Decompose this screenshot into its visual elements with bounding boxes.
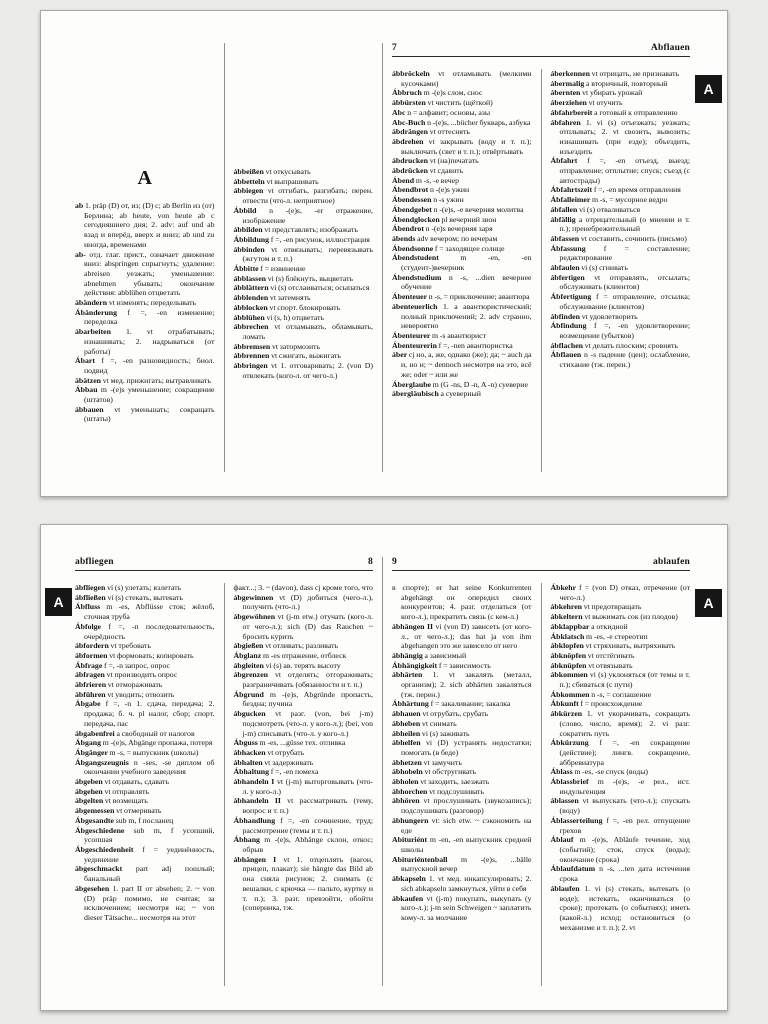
dictionary-entry: ábbürsten vt чистить (щёткой) xyxy=(392,98,493,108)
dictionary-entry: ábhören vt прослушивать (звукозапись); подслушивать (разговор) xyxy=(392,796,532,816)
dictionary-entry: ábhängen II vi (von D) зависеть (от кого-л., от чего-л.); das hat ja von ihm abgehangen это же зависело от него xyxy=(392,621,532,651)
dictionary-entry: ábblocken vt спорт. блокировать xyxy=(233,302,341,312)
dictionary-entry: ábfordern vt требовать xyxy=(75,641,151,651)
dictionary-entry: Áblaufdatum n -s, ...ten дата истечения срока xyxy=(550,864,690,884)
thumb-tab-letter-a: A xyxy=(695,75,722,103)
page-header xyxy=(392,557,690,571)
page-right-7 xyxy=(382,43,690,472)
dictionary-entry: Áblauf m -(e)s, Abläufe течение, ход (событий); сток, спуск (воды); окончание (срока) xyxy=(550,835,690,864)
dictionary-entry: ábfahrbereit a готовый к отправлению xyxy=(550,107,678,117)
dictionary-entry: Ábgänger m -s, = выпускник (школы) xyxy=(75,747,199,757)
dictionary-entry: Ábbau m -(e)s уменьшение; сокращение (штатов) xyxy=(75,385,215,405)
dictionary-entry: Ábhandlung f =, -en сочинение, труд; рассмотрение (темы и т. п.) xyxy=(233,815,373,835)
page-right-9 xyxy=(382,557,690,986)
dictionary-entry: ábbauen vt уменьшать; сокращать (штаты) xyxy=(75,404,215,424)
dictionary-entry: ábhandeln I vt (j-m) выторговывать (что-л. у кого-л.) xyxy=(233,777,373,796)
dictionary-entry: ábfliegen vi (s) улетать; взлетать xyxy=(75,583,182,592)
dictionary-entry: Ábgang m -(e)s, Abgänge пропажа, потеря xyxy=(75,738,213,748)
dictionary-entry: ábermalig a вторичный, повторный xyxy=(550,78,668,88)
dictionary-entry: ábenteuerlich 1. a авантюристический; полный приключений; 2. adv странно, невероятно xyxy=(392,301,532,331)
dictionary-entry: ábbinden vt отвязывать; перевязывать (жгутом и т. п.) xyxy=(233,244,373,264)
dictionary-entry: Ábbruch m -(e)s слом, снос xyxy=(392,88,483,98)
dictionary-entry: ábklappbar a откидной xyxy=(550,621,628,631)
column xyxy=(224,43,374,472)
dictionary-entry: ábholen vt заходить, заезжать xyxy=(392,777,490,787)
dictionary-entry: ábgehen vt отправлять xyxy=(75,786,150,796)
thumb-tab-letter-a: A xyxy=(45,588,72,616)
dictionary-entry: Ábfahrt f =, -en отъезд, выезд; отправление; отплытие; спуск; съезд (с автострады) xyxy=(550,156,690,185)
dictionary-entry: ábblenden vt затемнять xyxy=(233,293,311,303)
dictionary-entry: Ábfahrtszeit f =, -en время отправления xyxy=(550,185,681,195)
dictionary-entry: Ábgangszeugnis n -ses, -se диплом об окончании учебного заведения xyxy=(75,757,215,777)
column xyxy=(75,43,215,472)
dictionary-entry: ábgabenfrei a свободный от налогов xyxy=(75,728,195,738)
dictionary-entry: ábblassen vi (s) блёкнуть, выцветать xyxy=(233,273,354,283)
dictionary-entry: Ábendgebet n -(e)s, -e вечерняя молитва xyxy=(392,204,524,214)
dictionary-entry: ábhängig a зависимый xyxy=(392,650,467,660)
dictionary-entry: ábgesehen 1. part II от absehen; 2. ~ von (D) präp помимо, не считая; за исключением; несмотря на; ~ von dieser Tätsache... несмотря на этот xyxy=(75,883,215,922)
dictionary-spread-top xyxy=(40,10,728,497)
running-head: Abflauen xyxy=(650,43,690,53)
dictionary-entry: áberkennen vt отрицать, не признавать xyxy=(550,69,680,78)
dictionary-entry: ábhalten vt задерживать xyxy=(233,757,314,767)
dictionary-entry: ábblättern vi (s) отслаиваться; осыпаться xyxy=(233,283,370,293)
running-head: ablaufen xyxy=(653,557,690,567)
dictionary-entry: ábführen vt уводить; отвозить xyxy=(75,689,175,699)
dictionary-entry: ábbremsen vt затормозить xyxy=(233,341,321,351)
dictionary-entry: Ábfassung f = составление; редактирование xyxy=(550,243,690,263)
dictionary-entry: ábhacken vt отрубать xyxy=(233,747,305,757)
dictionary-entry: ábätzen vt мед. прижигать; вытравливать xyxy=(75,375,211,385)
dictionary-entry: ábgleiten vi (s) ав. терять высоту xyxy=(233,660,341,670)
dictionary-entry: Ábhaltung f =, -en помеха xyxy=(233,767,319,777)
dictionary-entry: Ábenteuer n -s, = приключение; авантюра xyxy=(392,292,530,302)
dictionary-entry: ábgemessen vt отмеривать xyxy=(75,806,162,816)
dictionary-entry: Ábhängigkeit f = зависимость xyxy=(392,660,491,670)
dictionary-entry: ábblühen vi (s, h) отцветать xyxy=(233,312,325,322)
dictionary-entry: ábkommen vi (s) уклоняться (от темы и т. п.); сбиваться (с пути) xyxy=(550,670,690,690)
dictionary-entry: Abituriént m -en, -en выпускник средней школы xyxy=(392,835,532,854)
dictionary-entry: ábfinden vt удовлетворить xyxy=(550,311,638,321)
column xyxy=(75,583,215,986)
dictionary-entry: Ábgabe f =, -n 1. сдача, передача; 2. продажа; б. ч. pl налог, сбор; спорт. передача, пас xyxy=(75,699,215,728)
dictionary-entry: ábgrenzen vt отделять; отгораживать; разграничивать (обязанности и т. п.) xyxy=(233,670,373,690)
dictionary-entry: Ábendrot n -(e)s вечерняя заря xyxy=(392,224,493,234)
dictionary-entry: Ábänderung f =, -en изменение; переделка xyxy=(75,307,215,327)
dictionary-entry: ábgießen vt отливать; разливать xyxy=(233,641,339,651)
page-header xyxy=(75,557,373,571)
dictionary-entry: ábgewinnen vt (D) добиться (чего-л.), получить (что-л.) xyxy=(233,592,373,612)
dictionary-entry: ábbeißen vt откусывать xyxy=(233,167,311,176)
dictionary-entry: ábbringen vt 1. отговаривать; 2. (von D) отвлекать (кого-л. от чего-л.) xyxy=(233,361,373,380)
dictionary-entry: ábbrechen vt отламывать, обламывать, ломать xyxy=(233,322,373,341)
dictionary-entry: ábbröckeln vt отламывать (мелкими кусочками) xyxy=(392,69,532,88)
dictionary-entry: ábhetzen vt замучить xyxy=(392,757,462,767)
dictionary-entry: ábkaufen vt (j-m) покупать, выкупать (у кого-л.); j-m sein Schweigen ~ заплатить кому-л. за молчание xyxy=(392,893,532,922)
dictionary-entry: Ábbild n -(e)s, -er отражение, изображение xyxy=(233,205,373,225)
dictionary-entry: Ábklatsch m -es, -e стереотип xyxy=(550,631,648,641)
dictionary-entry: ábbilden vt представлять; изображать xyxy=(233,225,358,235)
dictionary-entry: ábkeltern vt выжимать сок (из плодов) xyxy=(550,612,678,622)
dictionary-entry: ábergläubisch a суеверный xyxy=(392,389,481,399)
dictionary-entry: ábfrieren vt отмораживать xyxy=(75,680,163,690)
dictionary-entry: Ábfrage f =, -n запрос, опрос xyxy=(75,660,170,670)
column xyxy=(541,583,691,986)
thumb-tab-letter-a: A xyxy=(695,589,722,617)
dictionary-entry: ábfließen vi (s) стекать, вытекать xyxy=(75,592,183,602)
dictionary-entry: ábgelten vt возмещать xyxy=(75,796,148,806)
dictionary-entry: Ábbitte f = извинение xyxy=(233,264,306,274)
dictionary-entry: ábheilen vi (s) заживать xyxy=(392,728,470,738)
dictionary-entry: Ábendessen n -s ужин xyxy=(392,195,464,205)
dictionary-entry: Ábguss m -es, ...güsse тех. отливка xyxy=(233,738,346,748)
dictionary-entry: Ábendglocken pl вечерний звон xyxy=(392,214,497,224)
dictionary-entry: Ábhärtung f = закаливание; закалка xyxy=(392,699,511,709)
page-left-8 xyxy=(75,557,373,986)
dictionary-entry: ábflachen vt делать плоским; сровнять xyxy=(550,340,678,350)
column xyxy=(392,69,532,472)
dictionary-entry: ábfahren 1. vi (s) отъезжать; уезжать; отплывать; 2. vt свозить, вывозить; изнашивать (при езде); объездить, изъездить xyxy=(550,117,690,156)
dictionary-entry: ab 1. präp (D) от, из; (D) с; ab Berlin из (от) Берлина; ab heute, von heute ab с сегодняшнего дня; 2. adv: auf und ab взад и вперёд, вверх и вниз; ab und zu иногда, временами xyxy=(75,201,215,249)
column xyxy=(224,583,374,986)
dictionary-entry: ábhungern vt: sich etw. ~ сэкономить на еде xyxy=(392,815,532,835)
dictionary-entry: Ábgrund m -(e)s, Abgründe пропасть, бездна; пучина xyxy=(233,689,373,709)
dictionary-entry: ábends adv вечером; по вечерам xyxy=(392,233,498,243)
dictionary-entry: Ábflauen n -s падение (цен); ослабление, стихание (тж. перен.) xyxy=(550,350,690,370)
dictionary-entry: ábhobeln vt обстругивать xyxy=(392,767,477,777)
dictionary-entry: Ábkommen n -s, = соглашение xyxy=(550,689,652,699)
running-head: abfliegen xyxy=(75,557,114,567)
dictionary-entry: Abc-Buch n -(e)s, ...bücher букварь, азбука xyxy=(392,117,531,127)
dictionary-entry: Ábfertigung f = отправление, отсылка; обслуживание (клиентов) xyxy=(550,292,690,311)
dictionary-entry: Abc n = алфавит; основы, азы xyxy=(392,107,491,117)
dictionary-entry: ábkürzen 1. vt укорачивать, сокращать (слово, число, время); 2. vi разг. сократить путь xyxy=(550,709,690,738)
dictionary-entry: ábknüpfen vt отвязывать xyxy=(550,660,633,670)
dictionary-entry: Ábend m -s, -e вечер xyxy=(392,175,459,185)
dictionary-entry: ab- отд. глаг. прист., означает движение вниз: abspringen спрыгнуть; удаление: abreisen уезжать; уменьшение: abnehmen убывать; окончание действия: abblühen отцветать xyxy=(75,249,215,298)
dictionary-entry: ábhorchen vt подслушивать xyxy=(392,786,484,796)
dictionary-entry: ábgeschmackt part adj пошлый; банальный xyxy=(75,864,215,884)
dictionary-entry: ábfertigen vt отправлять, отсылать; обслуживать (клиентов) xyxy=(550,272,690,292)
page-number: 9 xyxy=(392,557,397,567)
dictionary-entry: Ábendsonne f = заходящее солнце xyxy=(392,243,505,253)
dictionary-entry: ábfragen vt производить опрос xyxy=(75,670,178,680)
dictionary-entry: ábdrehen vt закрывать (воду и т. п.); выключать (свет и т. п.); отвёртывать xyxy=(392,136,532,156)
dictionary-entry: Ábendstudium n -s, ...dien вечернее обучение xyxy=(392,272,532,292)
dictionary-entry: ábdrücken vt сдавить xyxy=(392,166,464,176)
dictionary-entry: Ábglanz m -es отражение, отблеск xyxy=(233,650,347,660)
dictionary-entry: Ábenteurerin f =, -nen авантюристка xyxy=(392,340,513,350)
dictionary-entry: ábkehren vt предотвращать xyxy=(550,602,642,612)
dictionary-entry: ábdrängen vt оттеснять xyxy=(392,127,470,137)
column xyxy=(392,583,532,986)
dictionary-entry: Áberglaube m (G -ns, D -n, A -n) суеверие xyxy=(392,379,528,389)
dictionary-entry: ábhandeln II vt рассматривать (тему, вопрос и т. п.) xyxy=(233,796,373,816)
dictionary-entry: ábbetteln vt выпрашивать xyxy=(233,176,319,186)
page-number: 7 xyxy=(392,43,397,53)
dictionary-entry: ábkapseln 1. vt мед. инкапсулировать; 2. sich abkapseln замкнуться, уйти в себя xyxy=(392,874,532,893)
page-number: 8 xyxy=(368,557,373,567)
dictionary-entry: ábbrennen vt сжигать, выжигать xyxy=(233,351,341,361)
dictionary-entry: Ábenteurer m -s авантюрист xyxy=(392,330,487,340)
page-header xyxy=(392,43,690,57)
dictionary-spread-bottom xyxy=(40,524,728,1011)
dictionary-entry: Ábendbrot n -(e)s ужин xyxy=(392,185,470,195)
dictionary-entry: Ábfindung f =, -en удовлетворение; возмещение (убытков) xyxy=(550,321,690,340)
dictionary-entry: в спорте); er hat seine Konkurrenten abgehängt он опередил своих конкурентов; 4. разг. отделаться (от кого-л.), прекратить связь (с кем-л.) xyxy=(392,583,532,622)
dictionary-entry: Áblass m -es, -se спуск (воды) xyxy=(550,767,649,777)
dictionary-entry: ábheben vt снимать xyxy=(392,718,457,728)
dictionary-entry: Ábendstudent m -en, -en (студент-)вечерник xyxy=(392,253,532,273)
dictionary-entry: Ábgesandte sub m, f посланец xyxy=(75,815,174,825)
dictionary-entry: Ábgeschiedene sub m, f усопший, усопшая xyxy=(75,825,215,845)
letter-section-heading: A xyxy=(137,167,152,189)
dictionary-entry: ábarbeiten 1. vt отрабатывать; изнашивать; 2. надрываться (от работы) xyxy=(75,327,215,356)
dictionary-entry: Abituriéntenball m -(e)s, ...bälle выпускной вечер xyxy=(392,854,532,874)
dictionary-entry: Ábgeschiedenheit f = уединённость, уединение xyxy=(75,844,215,864)
dictionary-entry: ábfaulen vi (s) сгнивать xyxy=(550,263,628,273)
dictionary-entry: ábgeben vt отдавать, сдавать xyxy=(75,777,170,787)
dictionary-entry: Ábkunft f = происхождение xyxy=(550,699,643,709)
page-left-6 xyxy=(75,43,373,472)
dictionary-entry: Áblasserteilung f =, -en рел. отпущение грехов xyxy=(550,815,690,835)
dictionary-entry: факт...; 3. ~ (davon), dass cj кроме того, что xyxy=(233,583,373,592)
dictionary-entry: ábbiegen vt отгибать, разгибать; перен. отвести (что-л. неприятное) xyxy=(233,186,373,206)
dictionary-entry: ábformen vt формовать; копировать xyxy=(75,650,194,660)
dictionary-entry: ábknöpfen vt отстёгивать xyxy=(550,650,635,660)
dictionary-entry: Ábfalleimer m -s, = мусорное ведро xyxy=(550,195,668,205)
dictionary-entry: ábklopfen vt стряхивать, вытряхивать xyxy=(550,641,676,651)
dictionary-entry: Ábart f =, -en разновидность; биол. подвид xyxy=(75,356,215,375)
dictionary-entry: Ábkehr f = (von D) отказ, отречение (от чего-л.) xyxy=(550,583,690,602)
dictionary-entry: ábfällig a отрицательный (о мнении и т. п.); пренебрежительный xyxy=(550,214,690,234)
dictionary-entry: Ábfluss m -es, Abflüsse сток; жёлоб, сточная труба xyxy=(75,602,215,622)
dictionary-entry: Ábfolge f =, -n последовательность, очерёдность xyxy=(75,621,215,641)
dictionary-entry: ábhauen vt отрубать, срубать xyxy=(392,709,489,719)
dictionary-entry: ábgewöhnen vt (j-m etw.) отучать (кого-л. от чего-л.); sich (D) das Rauchen ~ бросить курить xyxy=(233,612,373,641)
dictionary-entry: ábhärten 1. vt закалять (металл, организм); 2. sich abhärten закаляться (тж. перен.) xyxy=(392,670,532,699)
dictionary-entry: ábgucken vt разг. (von, bei j-m) подсмотреть (что-л. у кого-л.); (bei, von j-m) списывать (что-л. у кого-л.) xyxy=(233,709,373,738)
dictionary-entry: ábdrucken vt (на)печатать xyxy=(392,156,479,166)
dictionary-entry: ábhelfen vi (D) устранять недостатки; помогать (в беде) xyxy=(392,738,532,757)
dictionary-entry: áber cj но, а, же, однако (же); да; ~ auch да и, но и; ~ dennoch несмотря на это, всё же; oder ~ или же xyxy=(392,350,532,379)
dictionary-entry: Ábkürzung f =, -en сокращение (действие); лингв. сокращение, аббревиатура xyxy=(550,738,690,767)
dictionary-entry: ábfassen vt составить, сочинить (письмо) xyxy=(550,233,687,243)
dictionary-entry: ábändern vt изменять; переделывать xyxy=(75,298,197,308)
dictionary-entry: Ábbildung f =, -en рисунок, иллюстрация xyxy=(233,234,370,244)
column xyxy=(541,69,691,472)
dictionary-entry: ábernten vt убирать урожай xyxy=(550,88,643,98)
dictionary-entry: áberziehen vt отучить xyxy=(550,98,623,108)
dictionary-entry: áblaufen 1. vi (s) стекать, вытекать (о воде); истекать, оканчиваться (о сроке); протекать (о событиях); иметь (какой-л.) исход; остановиться (о механизме и т. п.); 2. vt xyxy=(550,883,690,932)
dictionary-entry: Ábhang m -(e)s, Abhänge склон, откос; обрыв xyxy=(233,835,373,854)
dictionary-entry: Áblassbrief m -(e)s, -e рел., ист. индульгенция xyxy=(550,777,690,796)
dictionary-entry: ábfallen vi (s) отваливаться xyxy=(550,204,641,214)
dictionary-entry: ábhängen I vt 1. отцеплять (вагон, прицеп, плакат); sie hängte das Bild ab она сняла рисунок; 2. снимать (с вешалки, с крючка — пальто, куртку и т. п.); 3. разг. превзойти, обойти (соперника, тж. xyxy=(233,854,373,913)
dictionary-entry: áblassen vt выпускать (что-л.); спускать (воду) xyxy=(550,796,690,816)
